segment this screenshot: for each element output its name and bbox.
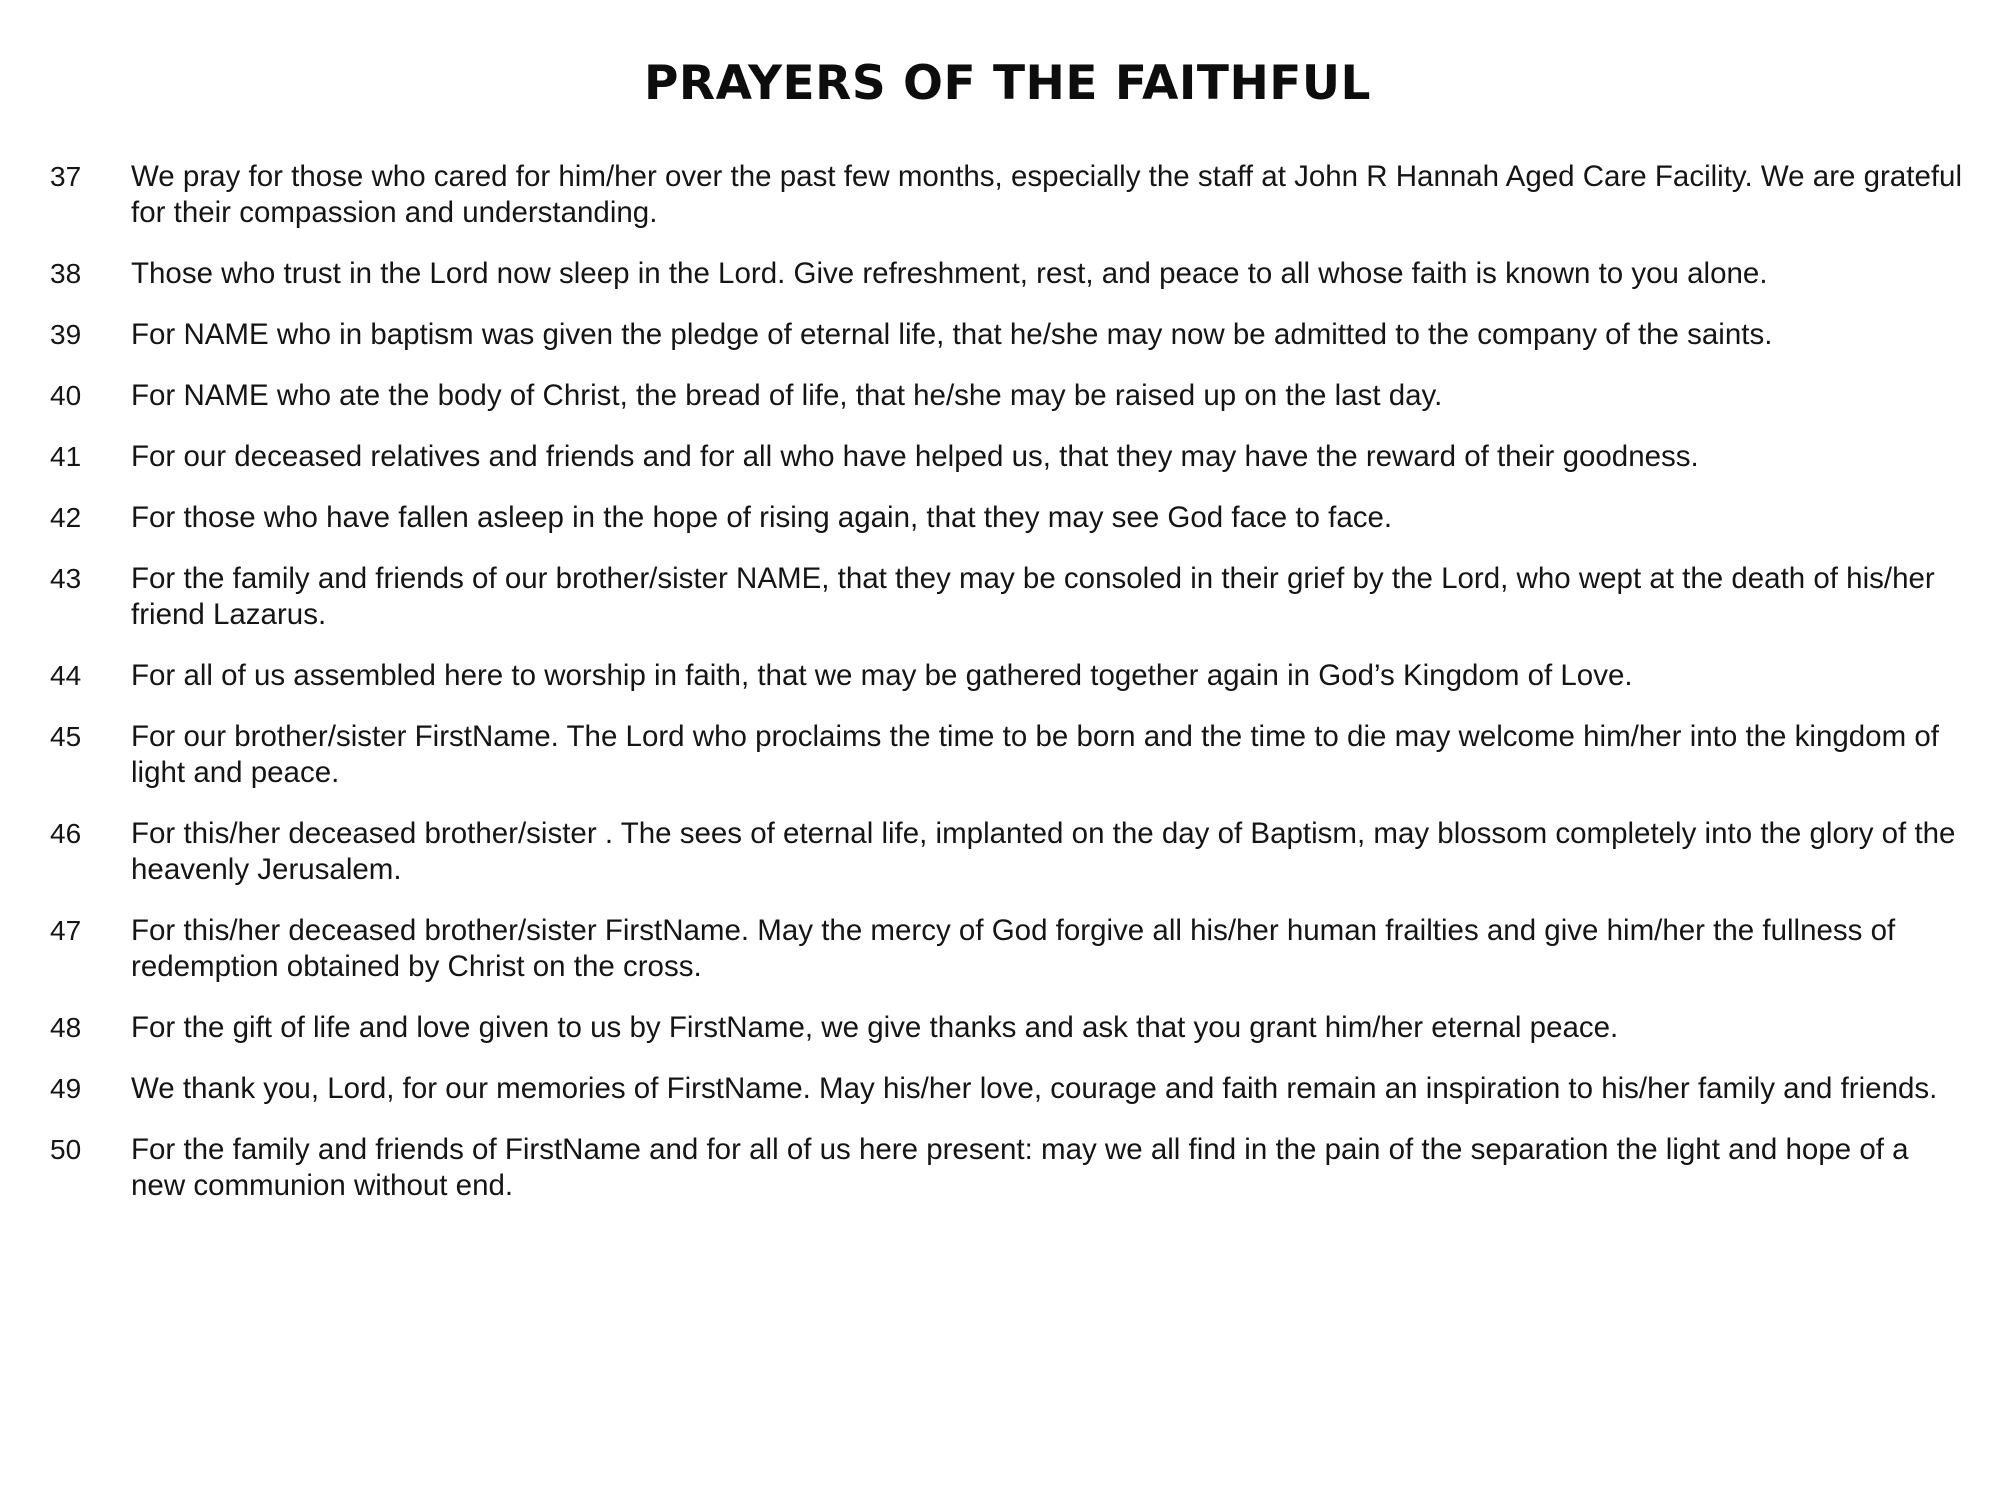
prayer-item xyxy=(50,658,1970,694)
prayers-list xyxy=(50,159,1970,1229)
prayer-number: 50 xyxy=(50,1134,82,1165)
prayer-item xyxy=(50,719,1970,791)
prayer-item xyxy=(50,159,1970,231)
prayer-item xyxy=(50,1132,1970,1204)
prayer-number: 40 xyxy=(50,380,82,411)
prayer-number: 46 xyxy=(50,818,82,849)
prayer-item xyxy=(50,561,1970,633)
prayer-item xyxy=(50,1071,1970,1107)
prayer-item xyxy=(50,439,1970,475)
prayer-text: For the family and friends of FirstName and for all of us here present: may we all find in the pain of the separation the light and hope of a new communion without end. xyxy=(131,1133,1909,1202)
prayer-text: For this/her deceased brother/sister . The sees of eternal life, implanted on the day of Baptism, may blossom completely into the glory of the heavenly Jerusalem. xyxy=(131,817,1956,886)
prayer-item xyxy=(50,1010,1970,1046)
prayer-text: For the gift of life and love given to us by FirstName, we give thanks and ask that you grant him/her eternal peace. xyxy=(131,1011,1619,1044)
prayer-text: For the family and friends of our brother/sister NAME, that they may be consoled in their grief by the Lord, who wept at the death of his/her friend Lazarus. xyxy=(131,562,1935,631)
prayer-number: 42 xyxy=(50,502,82,533)
prayer-item xyxy=(50,378,1970,414)
page-title: PRAYERS OF THE FAITHFUL xyxy=(643,56,1372,111)
prayer-item xyxy=(50,317,1970,353)
prayer-text: For this/her deceased brother/sister FirstName. May the mercy of God forgive all his/her human frailties and give him/her the fullness of redemption obtained by Christ on the cross. xyxy=(131,914,1896,983)
prayer-text: Those who trust in the Lord now sleep in the Lord. Give refreshment, rest, and peace to all whose faith is known to you alone. xyxy=(131,257,1768,290)
prayer-text: We pray for those who cared for him/her over the past few months, especially the staff at John R Hannah Aged Care Facility. We are grateful for their compassion and understanding. xyxy=(131,160,1963,229)
prayer-number: 49 xyxy=(50,1073,82,1104)
prayer-number: 44 xyxy=(50,660,82,691)
prayer-text: For NAME who ate the body of Christ, the bread of life, that he/she may be raised up on the last day. xyxy=(131,379,1443,412)
prayer-number: 37 xyxy=(50,161,82,192)
prayer-item xyxy=(50,913,1970,985)
prayer-number: 41 xyxy=(50,441,82,472)
prayer-number: 39 xyxy=(50,319,82,350)
prayer-number: 43 xyxy=(50,563,82,594)
prayer-text: For NAME who in baptism was given the pledge of eternal life, that he/she may now be admitted to the company of the saints. xyxy=(131,318,1773,351)
prayer-number: 45 xyxy=(50,721,82,752)
prayer-number: 38 xyxy=(50,258,82,289)
prayer-text: For our deceased relatives and friends and for all who have helped us, that they may have the reward of their goodness. xyxy=(131,440,1699,473)
prayer-text: We thank you, Lord, for our memories of FirstName. May his/her love, courage and faith remain an inspiration to his/her family and friends. xyxy=(131,1072,1938,1105)
prayer-item xyxy=(50,816,1970,888)
prayer-item xyxy=(50,256,1970,292)
prayer-text: For those who have fallen asleep in the hope of rising again, that they may see God face to face. xyxy=(131,501,1393,534)
prayer-text: For all of us assembled here to worship in faith, that we may be gathered together again in God’s Kingdom of Love. xyxy=(131,659,1633,692)
prayer-number: 48 xyxy=(50,1012,82,1043)
prayer-item xyxy=(50,500,1970,536)
prayer-text: For our brother/sister FirstName. The Lord who proclaims the time to be born and the time to die may welcome him/her into the kingdom of light and peace. xyxy=(131,720,1939,789)
prayer-number: 47 xyxy=(50,915,82,946)
